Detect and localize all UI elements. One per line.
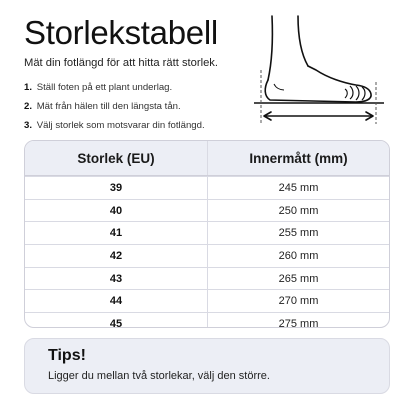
page-subtitle: Mät din fotlängd för att hitta rätt storlek.	[24, 57, 219, 69]
size-cell: 42	[25, 245, 208, 267]
step-number: 3.	[24, 120, 33, 131]
table-header	[25, 141, 389, 176]
size-cell: 43	[25, 268, 208, 290]
step-text: Välj storlek som motsvarar din fotlängd.	[36, 120, 205, 131]
size-cell: 41	[25, 222, 208, 244]
table-row	[25, 289, 389, 312]
length-cell: 265 mm	[278, 272, 319, 285]
foot-measurement-icon	[252, 10, 386, 134]
instruction-list	[24, 82, 205, 139]
table-row	[25, 312, 389, 328]
step-number: 1.	[24, 82, 33, 93]
table-row	[25, 267, 389, 290]
size-cell: 39	[25, 177, 208, 199]
tips-title: Tips!	[48, 347, 86, 364]
length-cell: 275 mm	[278, 317, 319, 328]
table-row	[25, 244, 389, 267]
table-row	[25, 199, 389, 222]
tips-box	[24, 338, 390, 394]
step-text: Mät från hälen till den längsta tån.	[36, 101, 181, 112]
instruction-step	[24, 82, 205, 101]
length-cell: 260 mm	[278, 249, 319, 262]
table-row	[25, 221, 389, 244]
length-cell: 250 mm	[278, 204, 319, 217]
step-text: Ställ foten på ett plant underlag.	[36, 82, 173, 93]
tips-text: Ligger du mellan två storlekar, välj den större.	[48, 370, 270, 382]
column-header-size: Storlek (EU)	[25, 141, 208, 175]
length-cell: 245 mm	[278, 181, 319, 194]
table-row	[25, 176, 389, 199]
step-number: 2.	[24, 101, 33, 112]
column-header-inner-length: Innermått (mm)	[249, 150, 348, 166]
size-cell: 44	[25, 290, 208, 312]
instruction-step	[24, 120, 205, 139]
size-cell: 45	[25, 313, 208, 328]
length-cell: 270 mm	[278, 295, 319, 308]
length-cell: 255 mm	[278, 227, 319, 240]
size-cell: 40	[25, 200, 208, 222]
instruction-step	[24, 101, 205, 120]
page-title: Storlekstabell	[24, 14, 218, 51]
size-table	[24, 140, 390, 328]
